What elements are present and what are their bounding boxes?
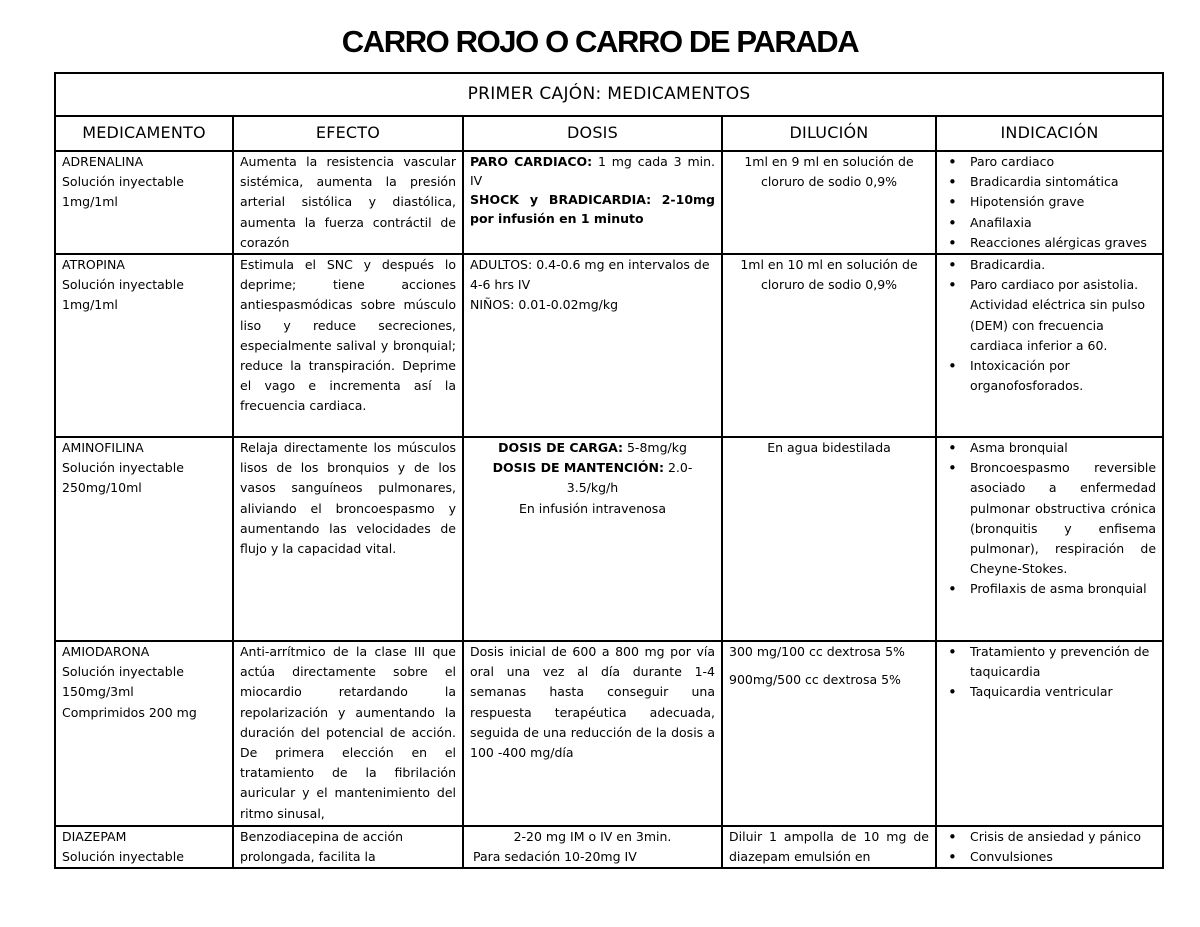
dose-cell (463, 151, 722, 254)
table-row (55, 437, 1163, 641)
effect-cell: Aumenta la resistencia vascular sistémica, aumenta la presión arterial sistólica y diastólica, aumenta la fuerza contráctil de corazón (233, 151, 463, 254)
dose-label: DOSIS DE MANTENCIÓN: (492, 460, 664, 476)
list-item: • Reacciones alérgicas graves (970, 233, 1156, 253)
dilution-cell: En agua bidestilada (722, 437, 936, 641)
effect-cell: Anti-arrítmico de la clase III que actúa directamente sobre el miocardio retardando la repolarización y aumentando la duración del potencial de acción. De primera elección en el tratamiento de la fibrilación auricular y el mantenimiento del ritmo sinusal, (233, 641, 463, 826)
indication-cell (936, 641, 1163, 826)
dose-label: ADULTOS: (470, 257, 533, 273)
list-item: • Bradicardia sintomática (970, 172, 1156, 192)
table-row (55, 826, 1163, 868)
table-row (55, 151, 1163, 254)
medication-concentration: 1mg/1ml (62, 297, 118, 313)
medication-tablets: Comprimidos 200 mg (62, 704, 197, 720)
dose-text: 1 mg cada 3 min. IV (470, 154, 715, 188)
list-item: • Anafilaxia (970, 213, 1156, 233)
list-item: • Profilaxis de asma bronquial (970, 579, 1156, 599)
medication-table (54, 72, 1164, 869)
list-item: • Taquicardia ventricular (970, 682, 1156, 702)
indication-list (943, 642, 1156, 703)
dose-text: 5-8mg/kg (626, 440, 687, 456)
table-row (55, 254, 1163, 437)
dose-label: NIÑOS: (470, 297, 515, 313)
indication-cell (936, 254, 1163, 437)
indication-list (943, 827, 1156, 867)
list-item: • Broncoespasmo reversible asociado a enfermedad pulmonar obstructiva crónica (bronquitis y enfisema pulmonar), respiración de Cheyne-Stokes. (970, 458, 1156, 579)
list-item: • Convulsiones (970, 847, 1156, 867)
column-header-indicacion: INDICACIÓN (936, 116, 1163, 151)
medication-form: Solución inyectable (62, 277, 184, 293)
medication-name: ADRENALINA (62, 154, 144, 169)
dilution-line: 300 mg/100 cc dextrosa 5% (729, 644, 905, 660)
indication-list (943, 152, 1156, 253)
list-item: • Bradicardia. (970, 255, 1156, 275)
medication-concentration: 150mg/3ml (62, 684, 134, 700)
medication-cell (55, 254, 233, 437)
medication-form: Solución inyectable (62, 460, 184, 476)
dose-text: Para sedación 10-20mg IV (473, 849, 637, 865)
dilution-line: 900mg/500 cc dextrosa 5% (729, 672, 901, 688)
column-header-dilucion: DILUCIÓN (722, 116, 936, 151)
dose-text: 0.4-0.6 mg en intervalos de 4-6 hrs IV (470, 257, 710, 293)
dose-cell (463, 826, 722, 868)
indication-list (943, 255, 1156, 396)
medication-cell (55, 437, 233, 641)
medication-form: Solución inyectable (62, 664, 184, 680)
medication-cell (55, 826, 233, 868)
indication-cell (936, 437, 1163, 641)
medication-name: ATROPINA (62, 257, 125, 273)
medication-concentration: 250mg/10ml (62, 480, 142, 496)
drawer-header-row (55, 73, 1163, 116)
medication-name: DIAZEPAM (62, 829, 127, 845)
column-header-row (55, 116, 1163, 151)
dose-label: SHOCK y BRADICARDIA: (470, 192, 652, 207)
dose-text: 2.0-3.5/kg/h (566, 460, 693, 496)
dilution-cell (722, 641, 936, 826)
indication-cell (936, 151, 1163, 254)
document-title: CARRO ROJO O CARRO DE PARADA (341, 24, 859, 59)
effect-cell: Benzodiacepina de acción prolongada, facilita la (233, 826, 463, 868)
list-item: • Asma bronquial (970, 438, 1156, 458)
list-item: • Paro cardiaco por asistolia. Actividad eléctrica sin pulso (DEM) con frecuencia cardiaca inferior a 60. (970, 275, 1156, 356)
dose-text: 2-10mg por infusión en 1 minuto (470, 192, 715, 226)
column-header-efecto: EFECTO (233, 116, 463, 151)
dose-cell (463, 437, 722, 641)
dose-label: DOSIS DE CARGA: (498, 440, 623, 456)
medication-name: AMIODARONA (62, 644, 150, 660)
list-item: • Hipotensión grave (970, 192, 1156, 212)
effect-cell: Relaja directamente los músculos lisos de los bronquios y de los vasos sanguíneos pulmonares, aliviando el broncoespasmo y aumentando las velocidades de flujo y la capacidad vital. (233, 437, 463, 641)
dose-text: 2-20 mg IM o IV en 3min. (513, 829, 672, 845)
dose-text: 0.01-0.02mg/kg (518, 297, 619, 313)
list-item: • Crisis de ansiedad y pánico (970, 827, 1156, 847)
dilution-cell: 1ml en 9 ml en solución de cloruro de sodio 0,9% (722, 151, 936, 254)
dose-text: En infusión intravenosa (519, 500, 666, 516)
medication-concentration: 1mg/1ml (62, 194, 118, 210)
dilution-cell: Diluir 1 ampolla de 10 mg de diazepam emulsión en (722, 826, 936, 868)
effect-cell: Estimula el SNC y después lo deprime; tiene acciones antiespasmódicas sobre músculo liso y reduce secreciones, especialmente salival y bronquial; reduce la transpiración. Deprime el vago e incrementa así la frecuencia cardiaca. (233, 254, 463, 437)
dose-cell (463, 254, 722, 437)
medication-name: AMINOFILINA (62, 440, 144, 456)
list-item: • Tratamiento y prevención de taquicardia (970, 642, 1156, 682)
list-item: • Paro cardiaco (970, 152, 1156, 172)
drawer-title: PRIMER CAJÓN: MEDICAMENTOS (55, 73, 1163, 116)
medication-form: Solución inyectable (62, 849, 184, 865)
column-header-medicamento: MEDICAMENTO (55, 116, 233, 151)
dilution-cell: 1ml en 10 ml en solución de cloruro de sodio 0,9% (722, 254, 936, 437)
indication-cell (936, 826, 1163, 868)
medication-cell (55, 641, 233, 826)
dose-cell: Dosis inicial de 600 a 800 mg por vía oral una vez al día durante 1-4 semanas hasta conseguir una respuesta terapéutica adecuada, seguida de una reducción de la dosis a 100 -400 mg/día (463, 641, 722, 826)
list-item: • Intoxicación por organofosforados. (970, 356, 1156, 396)
medication-form: Solución inyectable (62, 174, 184, 190)
table-row (55, 641, 1163, 826)
dose-label: PARO CARDIACO: (470, 154, 593, 169)
medication-cell (55, 151, 233, 254)
column-header-dosis: DOSIS (463, 116, 722, 151)
indication-list (943, 438, 1156, 600)
